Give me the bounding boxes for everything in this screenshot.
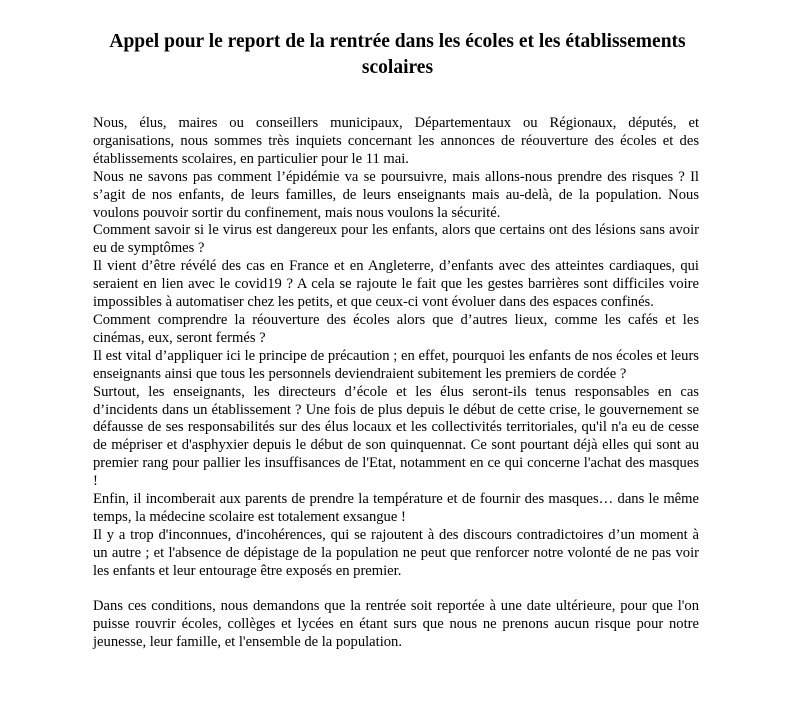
paragraph-unknowns: Il y a trop d'inconnues, d'incohérences, qui se rajoutent à des discours contradictoires d’un moment à un autre ; et l'absence de dépistage de la population ne peut que renforcer notre volonté de ne pas voir les enfants et leur entourage être exposés en premier. (93, 526, 699, 579)
paragraph-reopening-question: Comment comprendre la réouverture des écoles alors que d’autres lieux, comme les cafés et les cinémas, eux, seront fermés ? (93, 311, 699, 346)
paragraph-precaution: Il est vital d’appliquer ici le principe de précaution ; en effet, pourquoi les enfants de nos écoles et leurs enseignants ainsi que tous les personnels deviendraient subitement les premiers de cordée ? (93, 347, 699, 382)
document-title: Appel pour le report de la rentrée dans les écoles et les établissements scolaires (109, 31, 686, 78)
paragraph-virus-danger: Comment savoir si le virus est dangereux pour les enfants, alors que certains ont des lésions sans avoir eu de symptômes ? (93, 222, 699, 257)
paragraph-conclusion: Dans ces conditions, nous demandons que la rentrée soit reportée à une date ultérieure, pour que l'on puisse rouvrir écoles, collèges et lycées en étant surs que nous ne prenons aucun risque pour notre jeunesse, leur famille, et l'ensemble de la population. (93, 598, 699, 651)
paragraph-cardiac-cases: Il vient d’être révélé des cas en France et en Angleterre, d’enfants avec des atteintes cardiaques, qui seraient en lien avec le covid19 ? A cela se rajoute le fait que les gestes barrières sont difficiles voire impossibles à automatiser chez les petits, et que ceux-ci vont évoluer dans des espaces confinés. (93, 258, 699, 311)
paragraph-concern: Nous, élus, maires ou conseillers municipaux, Départementaux ou Régionaux, députés, et organisations, nous sommes très inquiets concernant les annonces de réouverture des écoles et des établissements scolaires, en particulier pour le 11 mai. (93, 115, 699, 167)
document-body (93, 115, 699, 652)
paragraph-parents: Enfin, il incomberait aux parents de prendre la température et de fournir des masques… dans le même temps, la médecine scolaire est totalement exsangue ! (93, 491, 699, 525)
paragraph-responsibility: Surtout, les enseignants, les directeurs d’école et les élus seront-ils tenus responsables en cas d’incidents dans un établissement ? Une fois de plus depuis le début de cette crise, le gouvernement se défausse de ses responsabilités sur des élus locaux et les collectivités territoriales, qu'il n'a eu de cesse de mépriser et d'asphyxier depuis le début de son quinquennat. Ce sont pourtant déjà elles qui sont au premier rang pour pallier les insuffisances de l'Etat, notamment en ce qui concerne l'achat des masques ! (93, 383, 699, 490)
paragraph-epidemic: Nous ne savons pas comment l’épidémie va se poursuivre, mais allons-nous prendre des risques ? Il s’agit de nos enfants, de leurs familles, de leurs enseignants mais au-delà, de la population. Nous voulons pouvoir sortir du confinement, mais nous voulons la sécurité. (93, 168, 699, 221)
